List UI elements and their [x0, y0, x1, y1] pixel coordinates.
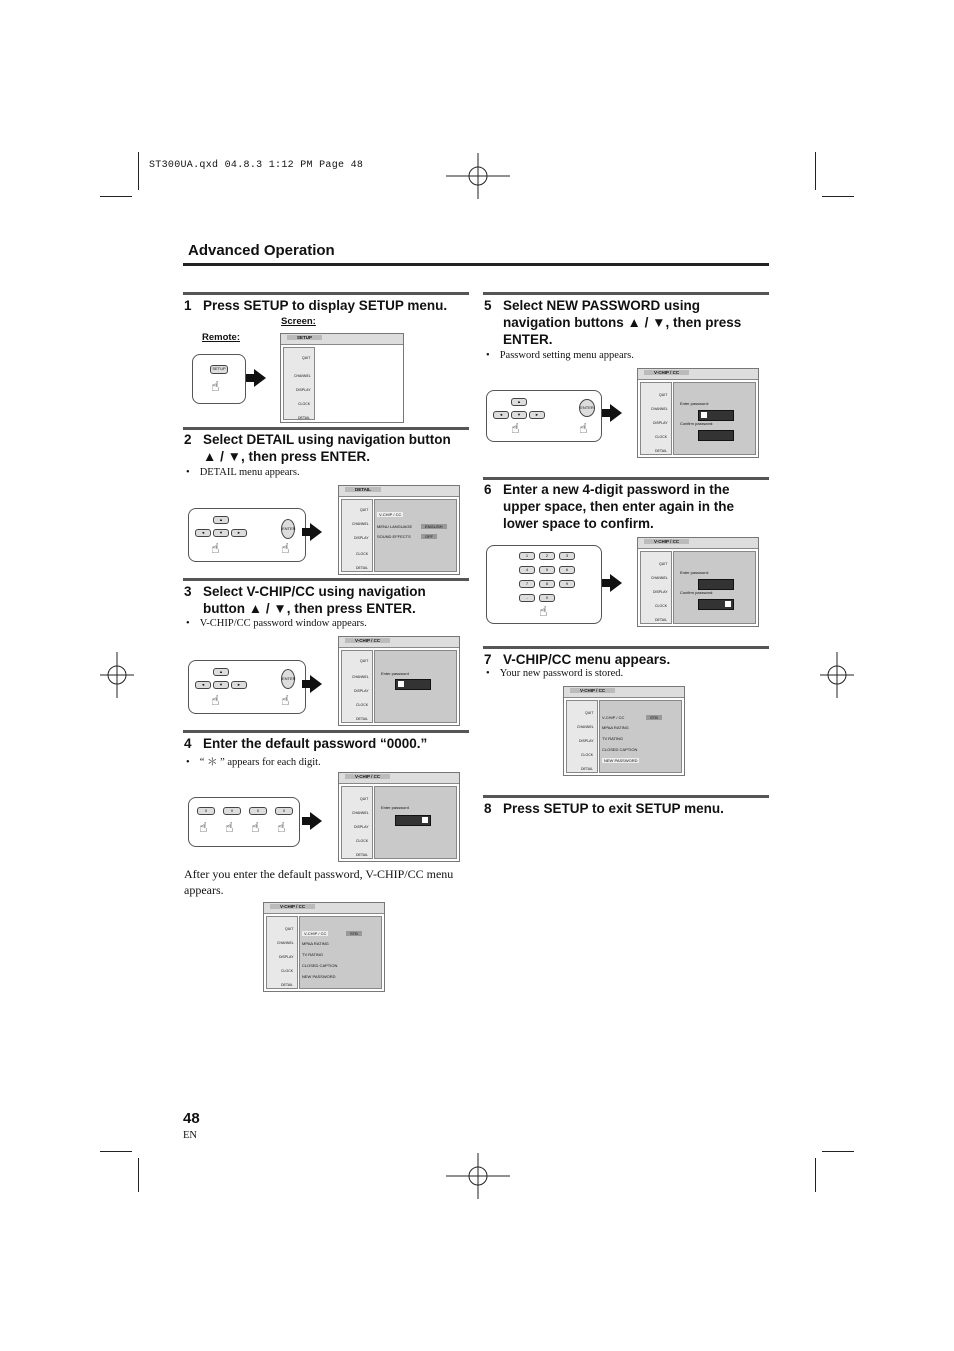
page-language: EN [183, 1130, 197, 1141]
arrow-right-icon [310, 523, 322, 541]
osd-vchip-menu-screen: V-CHIP / CC QUIT CHANNEL DISPLAY CLOCK DETAIL V-CHIP / CC STB MPAA RATING TV RATING CLOSED CAPTION NEW PASSWORD [563, 686, 685, 776]
remote-keypad-illustration [486, 545, 602, 624]
crop-mark [138, 1158, 139, 1192]
pointing-hand-icon: ☝ [211, 378, 220, 394]
arrow-right-icon [310, 675, 322, 693]
step-4-title: 4 Enter the default password “0000.” [184, 736, 428, 751]
confirm-password-field [698, 430, 734, 441]
key-4-button[interactable]: 4 [519, 566, 535, 574]
left-button[interactable]: ◄ [195, 529, 211, 537]
osd-vchip-menu-screen: V-CHIP / CC QUIT CHANNEL DISPLAY CLOCK DETAIL V-CHIP / CC STB MPAA RATING TV RATING CLOSED CAPTION NEW PASSWORD [263, 902, 385, 992]
step-8-title: 8 Press SETUP to exit SETUP menu. [484, 801, 724, 816]
crop-mark [822, 196, 854, 197]
confirm-password-field [698, 599, 734, 610]
arrow-right-icon [610, 574, 622, 592]
password-field [698, 579, 734, 590]
remote-illustration [188, 660, 306, 714]
pointing-hand-icon: ☝ [281, 692, 290, 708]
arrow-right-icon [310, 812, 322, 830]
pointing-hand-icon: ☝ [511, 420, 520, 436]
left-button[interactable]: ◄ [493, 411, 509, 419]
remote-illustration [192, 354, 246, 404]
remote-illustration [486, 390, 602, 442]
remote-illustration [188, 508, 306, 562]
crop-mark [138, 152, 139, 190]
step-2-bullet: • DETAIL menu appears. [186, 467, 300, 478]
crop-mark [822, 1151, 854, 1152]
step-rule [183, 292, 469, 295]
pointing-hand-icon: ☝ [579, 420, 588, 436]
password-field [698, 410, 734, 421]
osd-vchip-password-screen: V-CHIP / CC QUIT CHANNEL DISPLAY CLOCK DETAIL Enter password [338, 636, 460, 726]
enter-button[interactable]: ENTER [281, 669, 295, 689]
enter-button[interactable]: ENTER [579, 399, 595, 417]
key-2-button[interactable]: 2 [539, 552, 555, 560]
step-1-title: 1 Press SETUP to display SETUP menu. [184, 298, 448, 313]
step-5-bullet: • Password setting menu appears. [486, 350, 634, 361]
zero-button[interactable]: 0 [249, 807, 267, 815]
step-rule [483, 292, 769, 295]
enter-button[interactable]: ENTER [281, 519, 295, 539]
file-header: ST300UA.qxd 04.8.3 1:12 PM Page 48 [149, 160, 364, 171]
key-6-button[interactable]: 6 [559, 566, 575, 574]
down-button[interactable]: ▼ [511, 411, 527, 419]
pointing-hand-icon: ☝ [281, 540, 290, 556]
osd-password-entered-screen: V-CHIP / CC QUIT CHANNEL DISPLAY CLOCK DETAIL Enter password [338, 772, 460, 862]
left-button[interactable]: ◄ [195, 681, 211, 689]
remote-label: Remote: [202, 332, 241, 343]
step-3-bullet: • V-CHIP/CC password window appears. [186, 618, 367, 629]
key-0-button[interactable]: 0 [539, 594, 555, 602]
down-button[interactable]: ▼ [213, 681, 229, 689]
zero-button[interactable]: 0 [275, 807, 293, 815]
pointing-hand-icon: ☝ [539, 603, 548, 619]
key-1-button[interactable]: 1 [519, 552, 535, 560]
arrow-right-icon [254, 369, 266, 387]
step-rule [183, 578, 469, 581]
page-title: Advanced Operation [188, 242, 335, 259]
arrow-right-icon [610, 404, 622, 422]
pointing-hand-icon: ☝ [211, 540, 220, 556]
osd-detail-screen: DETAIL QUIT CHANNEL DISPLAY CLOCK DETAIL V-CHIP / CC MENU LANGUAGE SOUND EFFECTS ENGLISH OFF [338, 485, 460, 575]
registration-mark-icon [820, 652, 854, 698]
step-3-title: 3 Select V-CHIP/CC using navigation button ▲ / ▼, then press ENTER. [184, 584, 426, 616]
key-9-button[interactable]: 9 [559, 580, 575, 588]
step-5-title: 5 Select NEW PASSWORD using navigation buttons ▲ / ▼, then press ENTER. [484, 298, 742, 347]
step-rule [183, 730, 469, 733]
step-7-title: 7 V-CHIP/CC menu appears. [484, 652, 671, 667]
zero-button[interactable]: 0 [197, 807, 215, 815]
key-3-button[interactable]: 3 [559, 552, 575, 560]
key-5-button[interactable]: 5 [539, 566, 555, 574]
registration-mark-icon [446, 1153, 510, 1199]
step-7-bullet: • Your new password is stored. [486, 668, 623, 679]
step-4-bullet: • “ ＊ ” appears for each digit. [186, 754, 321, 769]
crop-mark [815, 152, 816, 190]
up-button[interactable]: ▲ [213, 668, 229, 676]
remote-illustration [188, 797, 300, 847]
step-6-title: 6 Enter a new 4-digit password in the upper space, then enter again in the lower space to confirm. [484, 482, 735, 531]
pointing-hand-icon: ☝ [211, 692, 220, 708]
right-button[interactable]: ► [231, 681, 247, 689]
setup-button[interactable]: SETUP [210, 365, 228, 374]
password-field [395, 679, 431, 690]
crop-mark [815, 1158, 816, 1192]
registration-mark-icon [446, 153, 510, 199]
screen-label: Screen: [281, 316, 316, 327]
pointing-hand-icon: ☝ [251, 819, 260, 835]
osd-confirm-password-screen: V-CHIP / CC QUIT CHANNEL DISPLAY CLOCK DETAIL Enter password: Confirm password: [637, 537, 759, 627]
right-button[interactable]: ► [529, 411, 545, 419]
zero-button[interactable]: 0 [223, 807, 241, 815]
osd-setup-screen: SETUP QUIT CHANNEL DISPLAY CLOCK DETAIL [280, 333, 404, 423]
key-7-button[interactable]: 7 [519, 580, 535, 588]
key-dash-button[interactable]: - [519, 594, 535, 602]
registration-mark-icon [100, 652, 134, 698]
pointing-hand-icon: ☝ [277, 819, 286, 835]
osd-new-password-screen: V-CHIP / CC QUIT CHANNEL DISPLAY CLOCK DETAIL Enter password: Confirm password: [637, 368, 759, 458]
up-button[interactable]: ▲ [511, 398, 527, 406]
crop-mark [100, 1151, 132, 1152]
page-number: 48 [183, 1110, 200, 1127]
step-rule [483, 795, 769, 798]
key-8-button[interactable]: 8 [539, 580, 555, 588]
pointing-hand-icon: ☝ [225, 819, 234, 835]
down-button[interactable]: ▼ [213, 529, 229, 537]
pointing-hand-icon: ☝ [199, 819, 208, 835]
step-rule [183, 427, 469, 430]
title-rule [183, 263, 769, 266]
password-field [395, 815, 431, 826]
right-button[interactable]: ► [231, 529, 247, 537]
crop-mark [100, 196, 132, 197]
step-2-title: 2 Select DETAIL using navigation button ▲ / ▼, then press ENTER. [184, 432, 451, 464]
step-rule [483, 477, 769, 480]
up-button[interactable]: ▲ [213, 516, 229, 524]
step-rule [483, 646, 769, 649]
after-default-password-text: After you enter the default password, V-CHIP/CC menu appears. [184, 867, 454, 897]
